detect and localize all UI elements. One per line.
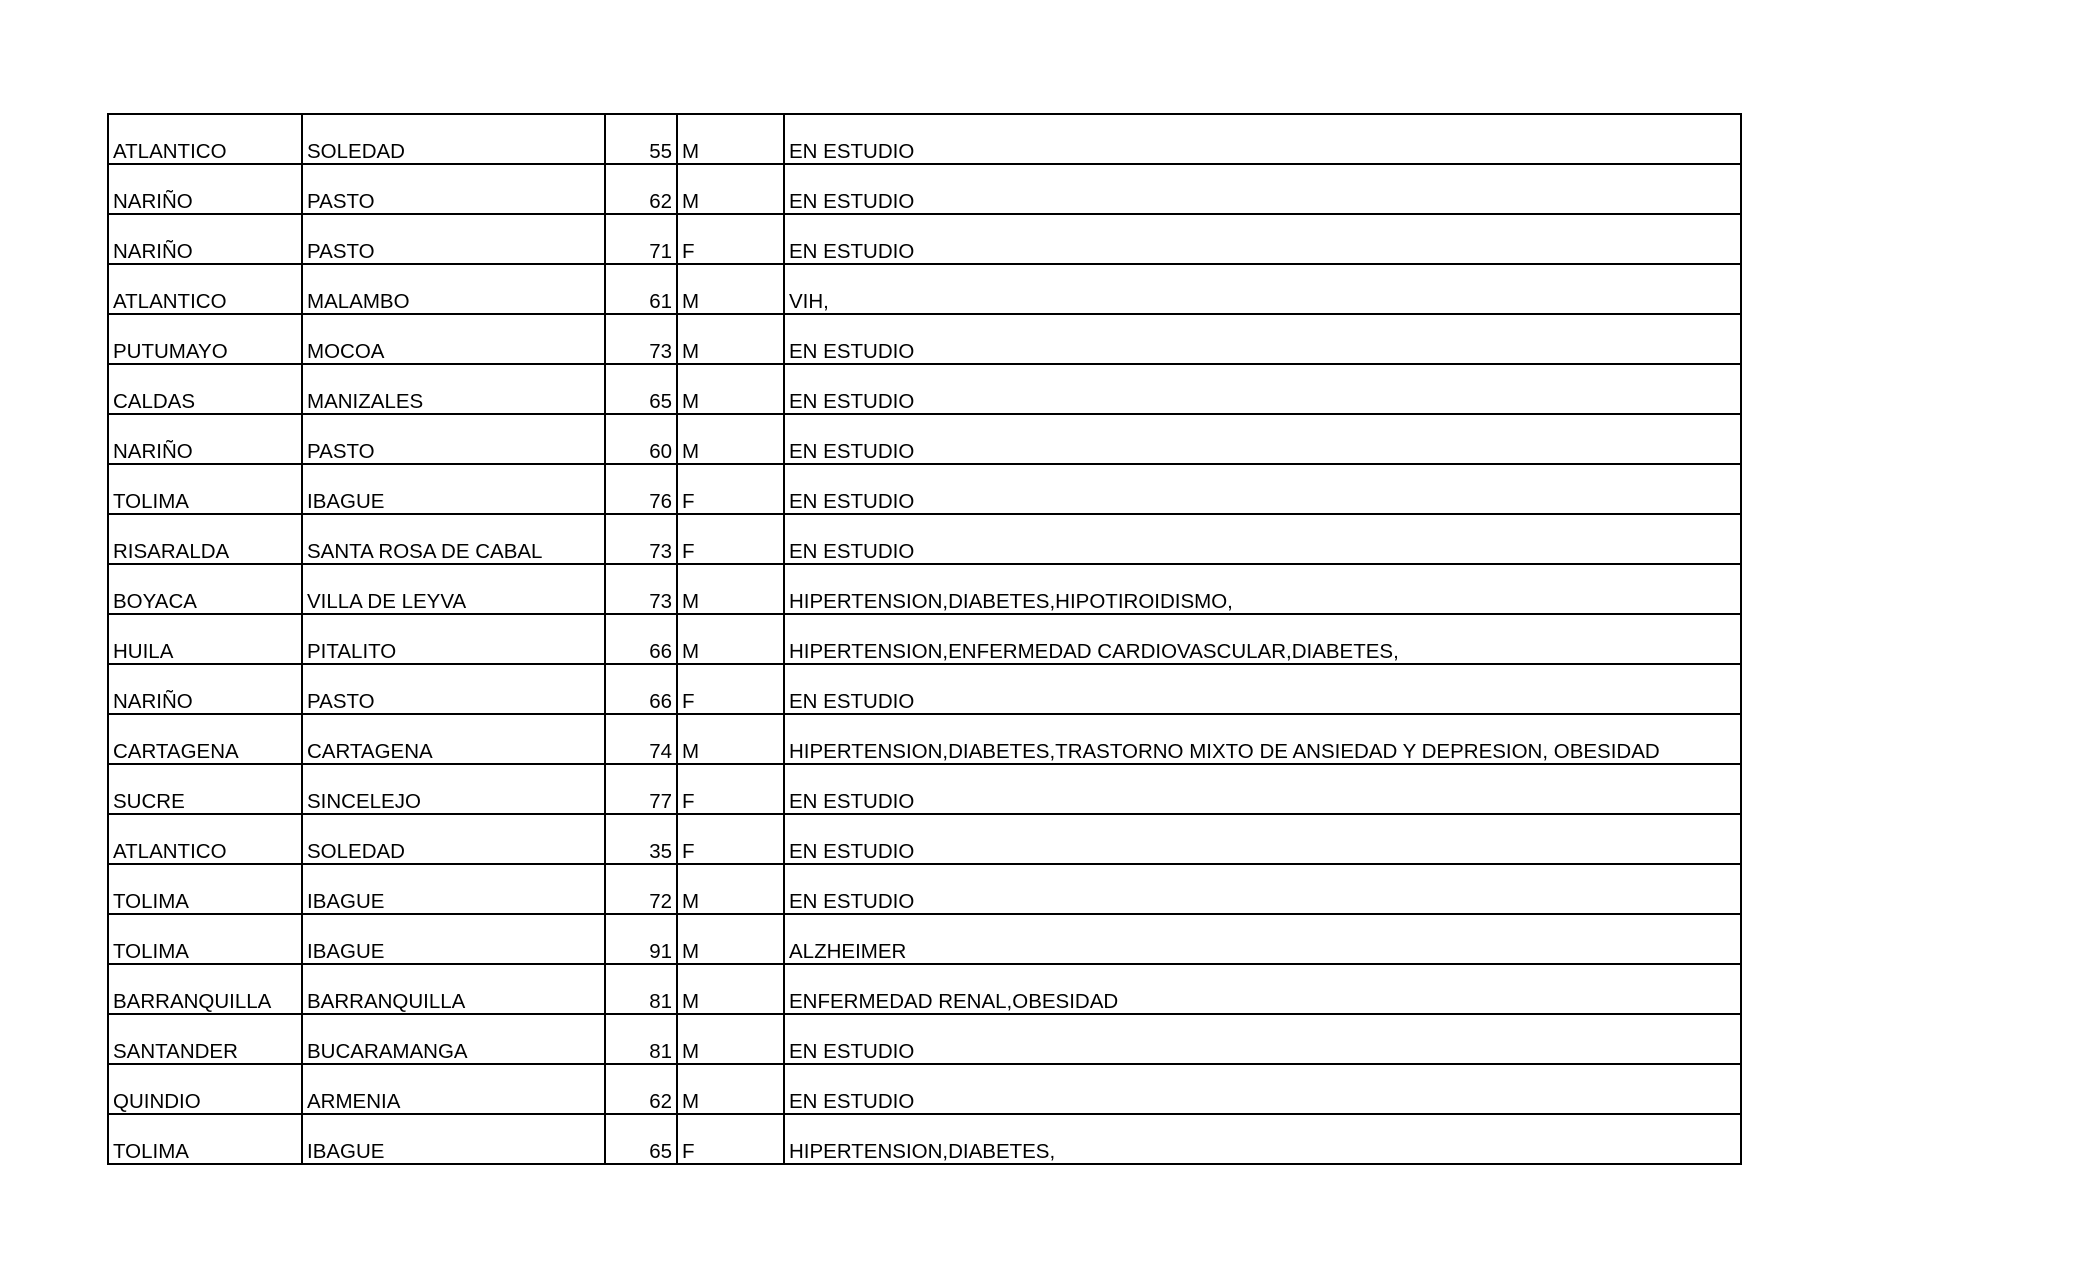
comorbidities-cell: EN ESTUDIO — [784, 864, 1741, 914]
municipality-cell: PASTO — [302, 164, 605, 214]
department-cell: SANTANDER — [108, 1014, 302, 1064]
age-cell: 76 — [605, 464, 677, 514]
age-cell: 73 — [605, 314, 677, 364]
municipality-cell: MALAMBO — [302, 264, 605, 314]
municipality-cell: ARMENIA — [302, 1064, 605, 1114]
sex-cell: M — [677, 264, 784, 314]
age-cell: 65 — [605, 364, 677, 414]
comorbidities-cell: EN ESTUDIO — [784, 514, 1741, 564]
sex-cell: M — [677, 714, 784, 764]
sex-cell: M — [677, 914, 784, 964]
comorbidities-cell: EN ESTUDIO — [784, 1014, 1741, 1064]
sex-cell: F — [677, 464, 784, 514]
table-row — [108, 764, 1741, 814]
municipality-cell: IBAGUE — [302, 1114, 605, 1164]
table-row — [108, 714, 1741, 764]
age-cell: 73 — [605, 564, 677, 614]
municipality-cell: SINCELEJO — [302, 764, 605, 814]
municipality-cell: BUCARAMANGA — [302, 1014, 605, 1064]
table-row — [108, 214, 1741, 264]
age-cell: 55 — [605, 114, 677, 164]
comorbidities-cell: HIPERTENSION,DIABETES,HIPOTIROIDISMO, — [784, 564, 1741, 614]
table-row — [108, 564, 1741, 614]
data-table — [107, 113, 1742, 1165]
comorbidities-cell: EN ESTUDIO — [784, 314, 1741, 364]
comorbidities-cell: EN ESTUDIO — [784, 164, 1741, 214]
age-cell: 62 — [605, 164, 677, 214]
age-cell: 65 — [605, 1114, 677, 1164]
age-cell: 62 — [605, 1064, 677, 1114]
table-row — [108, 114, 1741, 164]
municipality-cell: CARTAGENA — [302, 714, 605, 764]
age-cell: 77 — [605, 764, 677, 814]
sex-cell: M — [677, 864, 784, 914]
department-cell: BOYACA — [108, 564, 302, 614]
sex-cell: M — [677, 114, 784, 164]
comorbidities-cell: EN ESTUDIO — [784, 114, 1741, 164]
comorbidities-cell: EN ESTUDIO — [784, 764, 1741, 814]
municipality-cell: PITALITO — [302, 614, 605, 664]
department-cell: ATLANTICO — [108, 264, 302, 314]
sex-cell: M — [677, 1064, 784, 1114]
department-cell: CALDAS — [108, 364, 302, 414]
municipality-cell: BARRANQUILLA — [302, 964, 605, 1014]
comorbidities-cell: EN ESTUDIO — [784, 664, 1741, 714]
age-cell: 81 — [605, 1014, 677, 1064]
table-row — [108, 414, 1741, 464]
comorbidities-cell: EN ESTUDIO — [784, 414, 1741, 464]
municipality-cell: SANTA ROSA DE CABAL — [302, 514, 605, 564]
table-row — [108, 914, 1741, 964]
table-row — [108, 1064, 1741, 1114]
age-cell: 73 — [605, 514, 677, 564]
sex-cell: M — [677, 414, 784, 464]
age-cell: 74 — [605, 714, 677, 764]
age-cell: 91 — [605, 914, 677, 964]
municipality-cell: PASTO — [302, 414, 605, 464]
municipality-cell: MANIZALES — [302, 364, 605, 414]
table-row — [108, 614, 1741, 664]
department-cell: ATLANTICO — [108, 814, 302, 864]
sex-cell: M — [677, 964, 784, 1014]
municipality-cell: IBAGUE — [302, 864, 605, 914]
sex-cell: F — [677, 814, 784, 864]
sex-cell: M — [677, 164, 784, 214]
municipality-cell: PASTO — [302, 214, 605, 264]
sex-cell: M — [677, 564, 784, 614]
department-cell: QUINDIO — [108, 1064, 302, 1114]
comorbidities-cell: ENFERMEDAD RENAL,OBESIDAD — [784, 964, 1741, 1014]
table-row — [108, 464, 1741, 514]
department-cell: SUCRE — [108, 764, 302, 814]
age-cell: 71 — [605, 214, 677, 264]
sex-cell: F — [677, 514, 784, 564]
table-row — [108, 364, 1741, 414]
table-body — [108, 114, 1741, 1164]
department-cell: ATLANTICO — [108, 114, 302, 164]
age-cell: 61 — [605, 264, 677, 314]
municipality-cell: IBAGUE — [302, 464, 605, 514]
comorbidities-cell: ALZHEIMER — [784, 914, 1741, 964]
table-row — [108, 514, 1741, 564]
department-cell: BARRANQUILLA — [108, 964, 302, 1014]
department-cell: TOLIMA — [108, 864, 302, 914]
department-cell: NARIÑO — [108, 414, 302, 464]
comorbidities-cell: HIPERTENSION,DIABETES,TRASTORNO MIXTO DE ANSIEDAD Y DEPRESION, OBESIDAD — [784, 714, 1741, 764]
municipality-cell: SOLEDAD — [302, 114, 605, 164]
age-cell: 35 — [605, 814, 677, 864]
table-row — [108, 1114, 1741, 1164]
department-cell: NARIÑO — [108, 664, 302, 714]
comorbidities-cell: VIH, — [784, 264, 1741, 314]
department-cell: PUTUMAYO — [108, 314, 302, 364]
department-cell: RISARALDA — [108, 514, 302, 564]
sex-cell: F — [677, 664, 784, 714]
sex-cell: F — [677, 1114, 784, 1164]
department-cell: TOLIMA — [108, 464, 302, 514]
age-cell: 72 — [605, 864, 677, 914]
sex-cell: M — [677, 1014, 784, 1064]
age-cell: 81 — [605, 964, 677, 1014]
table-row — [108, 864, 1741, 914]
table-row — [108, 964, 1741, 1014]
sex-cell: M — [677, 364, 784, 414]
age-cell: 60 — [605, 414, 677, 464]
department-cell: NARIÑO — [108, 214, 302, 264]
table-row — [108, 264, 1741, 314]
table-row — [108, 164, 1741, 214]
age-cell: 66 — [605, 664, 677, 714]
sex-cell: F — [677, 764, 784, 814]
comorbidities-cell: EN ESTUDIO — [784, 1064, 1741, 1114]
table-row — [108, 814, 1741, 864]
comorbidities-cell: EN ESTUDIO — [784, 464, 1741, 514]
sex-cell: F — [677, 214, 784, 264]
sex-cell: M — [677, 314, 784, 364]
municipality-cell: MOCOA — [302, 314, 605, 364]
department-cell: CARTAGENA — [108, 714, 302, 764]
municipality-cell: PASTO — [302, 664, 605, 714]
table-row — [108, 1014, 1741, 1064]
table-row — [108, 314, 1741, 364]
table-row — [108, 664, 1741, 714]
sex-cell: M — [677, 614, 784, 664]
department-cell: HUILA — [108, 614, 302, 664]
comorbidities-cell: EN ESTUDIO — [784, 214, 1741, 264]
municipality-cell: SOLEDAD — [302, 814, 605, 864]
age-cell: 66 — [605, 614, 677, 664]
comorbidities-cell: EN ESTUDIO — [784, 814, 1741, 864]
municipality-cell: VILLA DE LEYVA — [302, 564, 605, 614]
comorbidities-cell: HIPERTENSION,ENFERMEDAD CARDIOVASCULAR,DIABETES, — [784, 614, 1741, 664]
department-cell: NARIÑO — [108, 164, 302, 214]
comorbidities-cell: EN ESTUDIO — [784, 364, 1741, 414]
comorbidities-cell: HIPERTENSION,DIABETES, — [784, 1114, 1741, 1164]
department-cell: TOLIMA — [108, 914, 302, 964]
department-cell: TOLIMA — [108, 1114, 302, 1164]
municipality-cell: IBAGUE — [302, 914, 605, 964]
